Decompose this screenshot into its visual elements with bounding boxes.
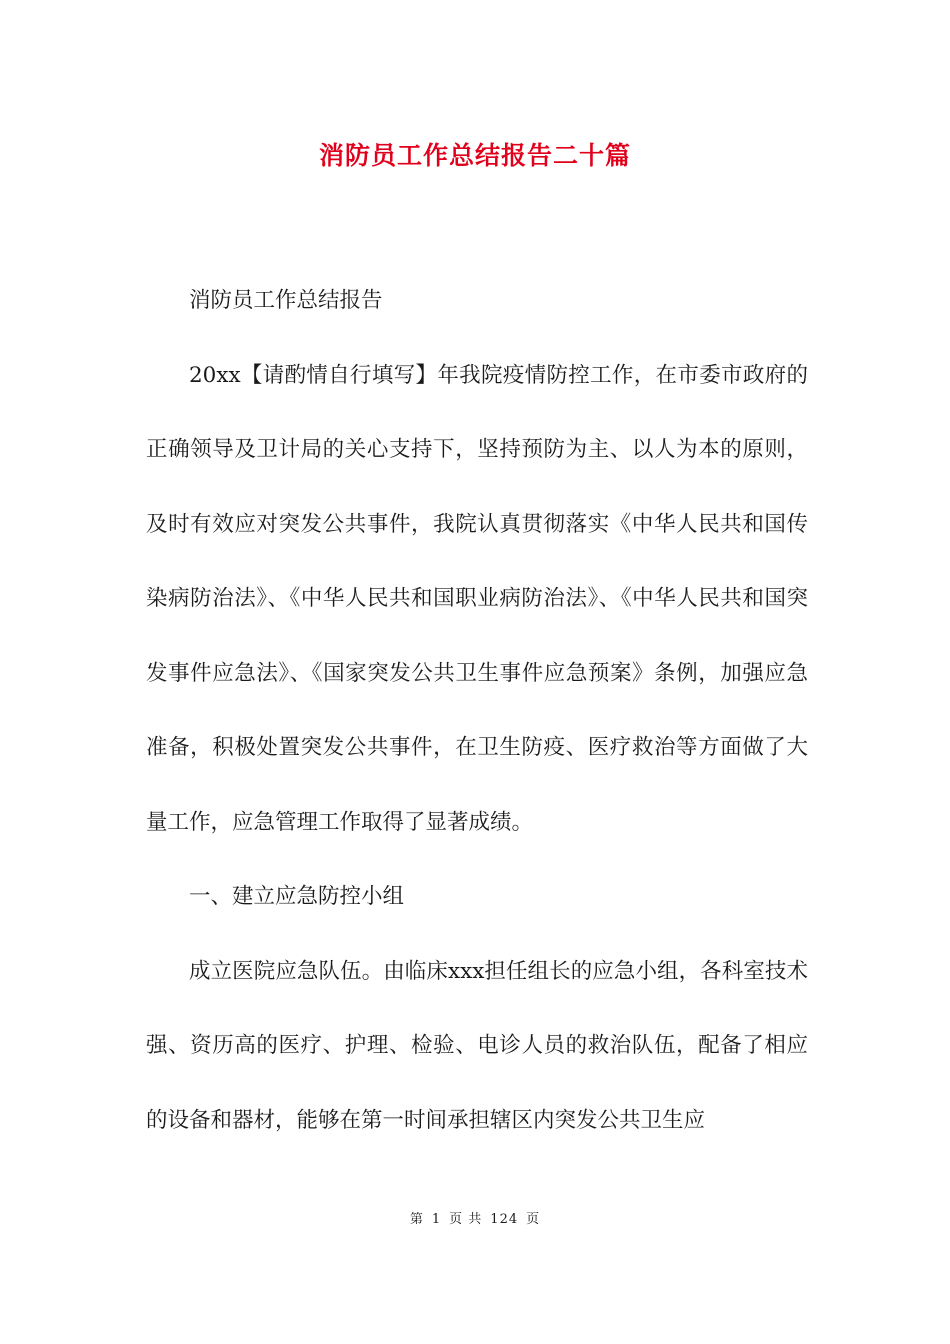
- current-page-number: 1: [431, 1212, 442, 1227]
- document-body: [146, 264, 808, 1158]
- section-heading: 一、建立应急防控小组: [189, 884, 405, 909]
- body-paragraph: 成立医院应急队伍。由临床xxx担任组长的应急小组，各科室技术强、资历高的医疗、护理、检验、电诊人员的救治队伍，配备了相应的设备和器材，能够在第一时间承担辖区内突发公共卫生应: [146, 958, 808, 1133]
- page-mid: 页 共: [449, 1212, 483, 1227]
- page-prefix: 第: [409, 1212, 424, 1227]
- page-suffix: 页: [526, 1212, 541, 1227]
- document-title: 消防员工作总结报告二十篇: [318, 141, 631, 170]
- section-heading: 消防员工作总结报告: [189, 288, 383, 313]
- page-footer: [0, 1208, 950, 1227]
- body-paragraph: 20xx【请酌情自行填写】年我院疫情防控工作，在市委市政府的正确领导及卫计局的关心支持下，坚持预防为主、以人为本的原则，及时有效应对突发公共事件，我院认真贯彻落实《中华人民共和国传染病防治法》、《中华人民共和国职业病防治法》、《中华人民共和国突发事件应急法》、《国家突发公共卫生事件应急预案》条例，加强应急准备，积极处置突发公共事件，在卫生防疫、医疗救治等方面做了大量工作，应急管理工作取得了显著成绩。: [146, 362, 808, 835]
- total-pages-number: 124: [490, 1212, 519, 1227]
